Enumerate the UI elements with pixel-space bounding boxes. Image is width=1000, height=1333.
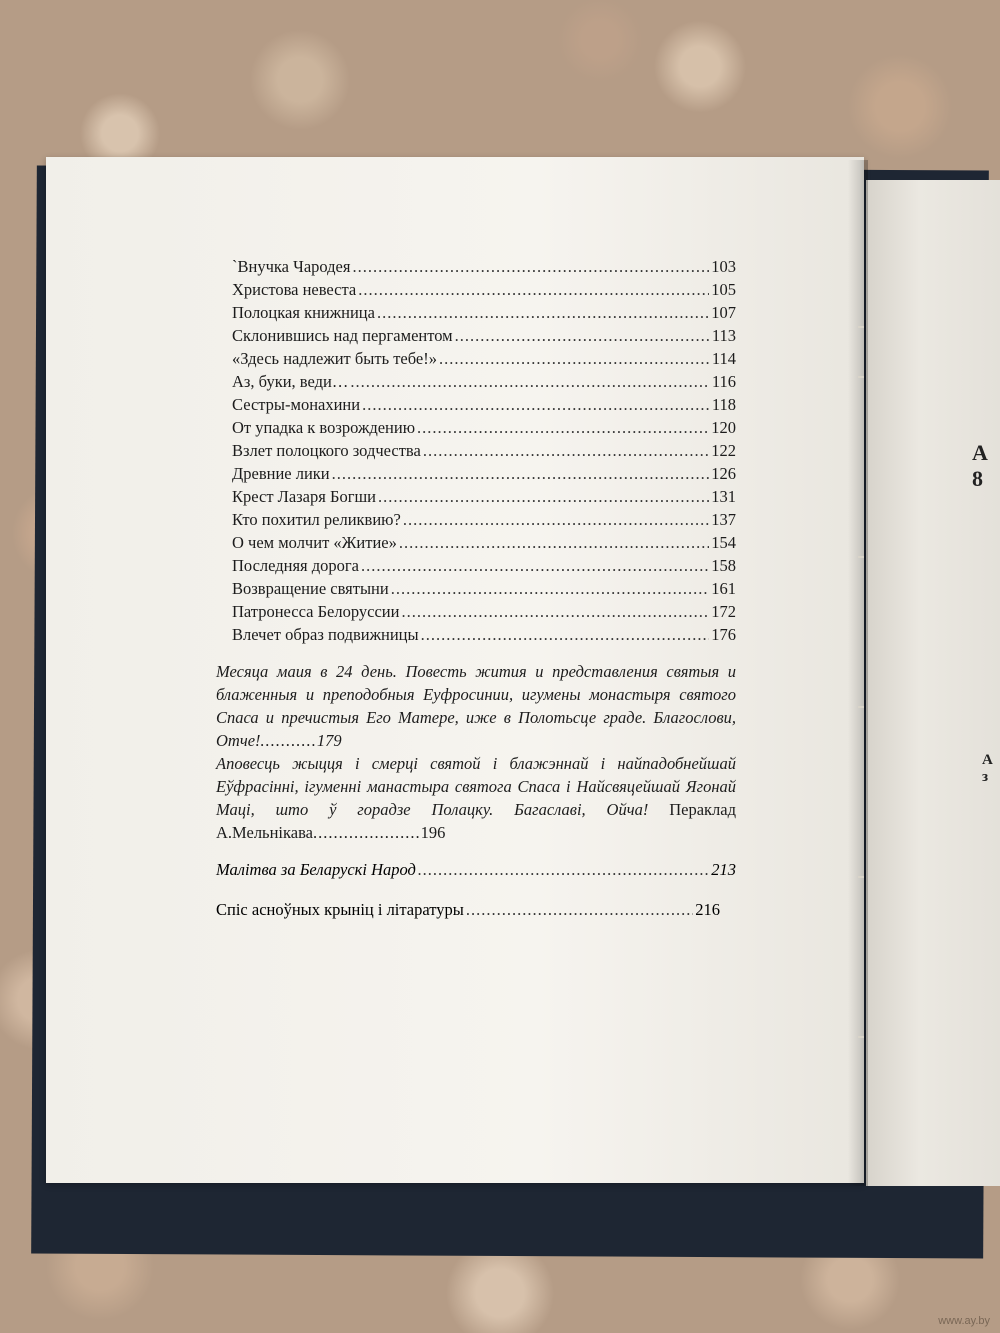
toc-entry-page: 154: [711, 533, 736, 552]
leader-dots: [352, 256, 709, 278]
toc-entry-title: От упадка к возрождению: [232, 418, 416, 437]
section-page: 196: [420, 823, 446, 842]
right-page: [866, 180, 1000, 1186]
toc-entry-title: Сестры-монахини: [232, 395, 361, 414]
section-text: Месяца маия в 24 день. Повесть жития и представления святыя и блаженныя и преподобныя Еуфросинии, игумены монастыря святого Спаса и пречистыя Его Матере, иже в Полотьсце граде. Благослови, Отче!: [216, 662, 736, 750]
section-belarusian-translation: [216, 752, 736, 844]
toc-entry-title: О чем молчит «Житие»: [232, 533, 397, 552]
toc-entry: [232, 417, 736, 439]
leader-dots: [361, 555, 709, 577]
section-text: Малітва за Беларускі Народ: [216, 860, 416, 879]
toc-entry-page: 113: [711, 326, 736, 345]
toc-entry-page: 161: [711, 579, 736, 598]
toc-entry: [232, 348, 736, 370]
toc-entry: [232, 440, 736, 462]
watermark: www.ay.by: [938, 1315, 990, 1327]
toc-entry: [232, 555, 736, 577]
leader-dots: [378, 486, 709, 508]
leader-dots: [466, 899, 693, 921]
leader-dots: [358, 279, 709, 301]
leader-dots: [417, 417, 709, 439]
leader-dots: [439, 348, 710, 370]
toc-entry: [232, 394, 736, 416]
toc-entry: [232, 463, 736, 485]
toc-entry-title: `Внучка Чародея: [232, 257, 351, 276]
leader-dots: ...........: [260, 731, 317, 750]
toc-entry-page: 172: [711, 602, 736, 621]
toc-entry: [232, 601, 736, 623]
toc-entry-title: Крест Лазаря Богши: [232, 487, 376, 506]
toc-entry: [232, 486, 736, 508]
binding-stitch: [858, 326, 864, 328]
toc-entry-page: 126: [711, 464, 736, 483]
toc-entry-title: Взлет полоцкого зодчества: [232, 441, 421, 460]
leader-dots: [350, 371, 710, 393]
binding-stitch: [858, 876, 864, 878]
leader-dots: [455, 325, 710, 347]
toc-entry-title: Полоцкая книжница: [232, 303, 375, 322]
toc-entry-title: Кто похитил реликвию?: [232, 510, 401, 529]
leader-dots: [332, 463, 710, 485]
section-sources: [216, 899, 720, 921]
toc-entry-page: 137: [711, 510, 736, 529]
section-life-of-euphrosyne: [216, 660, 736, 752]
section-page: 179: [316, 731, 342, 750]
toc-entry-page: 120: [711, 418, 736, 437]
leader-dots: [401, 601, 709, 623]
leader-dots: [362, 394, 710, 416]
right-page-heading-fragment: А 8: [972, 440, 992, 491]
leader-dots: [418, 859, 709, 881]
toc-entry-title: «Здесь надлежит быть тебе!»: [232, 349, 438, 368]
toc-entry: [232, 532, 736, 554]
leader-dots: [423, 440, 709, 462]
binding-stitch: [858, 376, 864, 378]
translator-credit: Пераклад А.Мельнікава: [216, 800, 737, 842]
toc-entry: [232, 509, 736, 531]
right-page-text-fragment: А з: [982, 752, 993, 785]
toc-entry-title: Влечет образ подвижницы: [232, 625, 419, 644]
toc-entry-title: Патронесса Белоруссии: [232, 602, 400, 621]
toc-entry: [232, 302, 736, 324]
toc-entry: [232, 371, 736, 393]
binding-stitch: [858, 1036, 864, 1038]
leader-dots: [421, 624, 710, 646]
toc-entry-page: 114: [711, 349, 736, 368]
section-text: Спіс асноўных крыніц і літаратуры: [216, 900, 464, 919]
toc-entry-title: Последняя дорога: [232, 556, 360, 575]
leader-dots: [391, 578, 710, 600]
section-text: Аповесць жыцця і смерці святой і блажэннай і найпадобнейшай Еўфрасінні, ігуменні манастыра святога Спаса і Найсвяцейшай Ягонай Маці, што ў горадзе Полацку. Багаславі, Ойча!: [216, 754, 736, 819]
leader-dots: .....................: [312, 823, 421, 842]
leader-dots: [399, 532, 709, 554]
section-prayer: [216, 859, 736, 881]
section-page: 213: [711, 860, 736, 879]
toc-entry-title: Аз, буки, веди…: [232, 372, 349, 391]
toc-entry-page: 118: [711, 395, 736, 414]
toc-entry-title: Возвращение святыни: [232, 579, 389, 598]
toc-entry-title: Христова невеста: [232, 280, 357, 299]
toc-entry-page: 176: [711, 625, 736, 644]
toc-entry-page: 116: [711, 372, 736, 391]
section-page: 216: [695, 900, 720, 919]
toc-entry: [232, 325, 736, 347]
toc-entry-page: 105: [711, 280, 736, 299]
toc-entry: [232, 256, 736, 278]
binding-stitch: [858, 706, 864, 708]
toc-entry-page: 107: [711, 303, 736, 322]
leader-dots: [377, 302, 709, 324]
toc-entry-title: Склонившись над пергаментом: [232, 326, 453, 345]
toc-entry: [232, 624, 736, 646]
toc-entry-page: 103: [711, 257, 736, 276]
toc-entry: [232, 578, 736, 600]
toc-entry-page: 158: [711, 556, 736, 575]
toc-entry-page: 122: [711, 441, 736, 460]
book-gutter: [848, 160, 868, 1186]
toc-entry: [232, 279, 736, 301]
toc-entry-title: Древние лики: [232, 464, 330, 483]
binding-stitch: [858, 556, 864, 558]
toc-entry-page: 131: [711, 487, 736, 506]
leader-dots: [403, 509, 709, 531]
